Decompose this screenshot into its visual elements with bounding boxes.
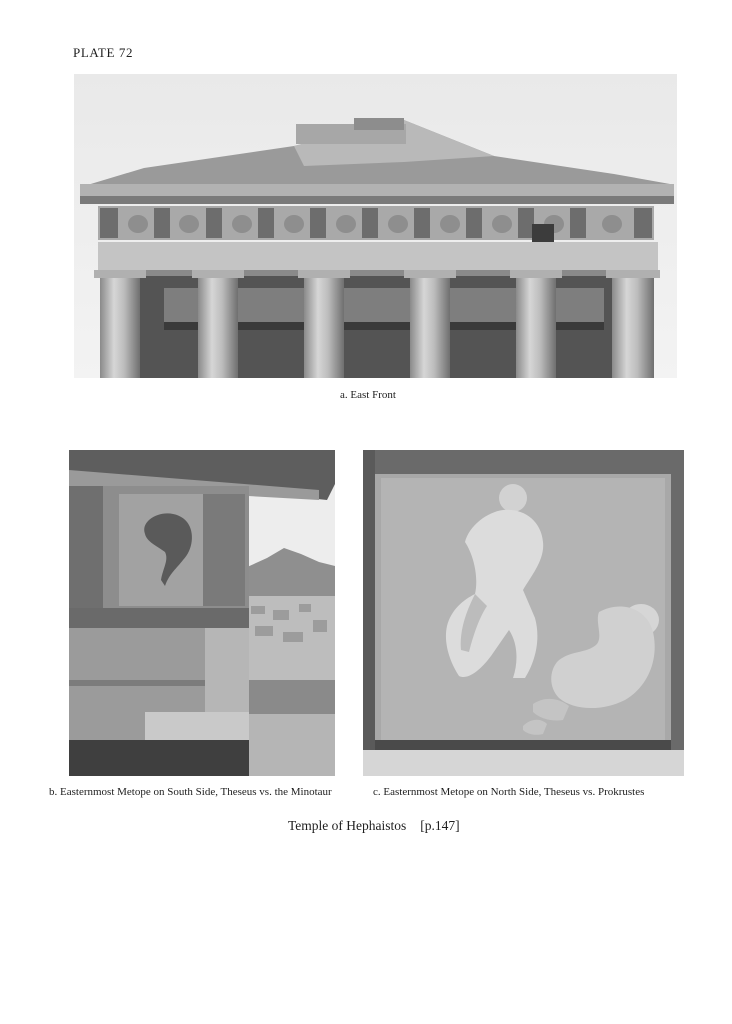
photo-metope-south [69,450,335,776]
metope-minotaur-image [69,450,335,776]
photo-east-front [74,74,677,378]
plate-label: PLATE 72 [73,45,134,60]
caption-metope-south: b. Easternmost Metope on South Side, Theseus vs. the Minotaur [49,786,332,798]
footer-title: Temple of Hephaistos [288,818,407,833]
temple-east-front-image [74,74,677,378]
caption-metope-north: c. Easternmost Metope on North Side, Theseus vs. Prokrustes [373,786,645,798]
caption-east-front: a. East Front [340,389,396,401]
photo-metope-north [363,450,684,776]
plate-footer [288,818,460,834]
footer-page-ref: [p.147] [420,818,460,833]
metope-prokrustes-image [363,450,684,776]
